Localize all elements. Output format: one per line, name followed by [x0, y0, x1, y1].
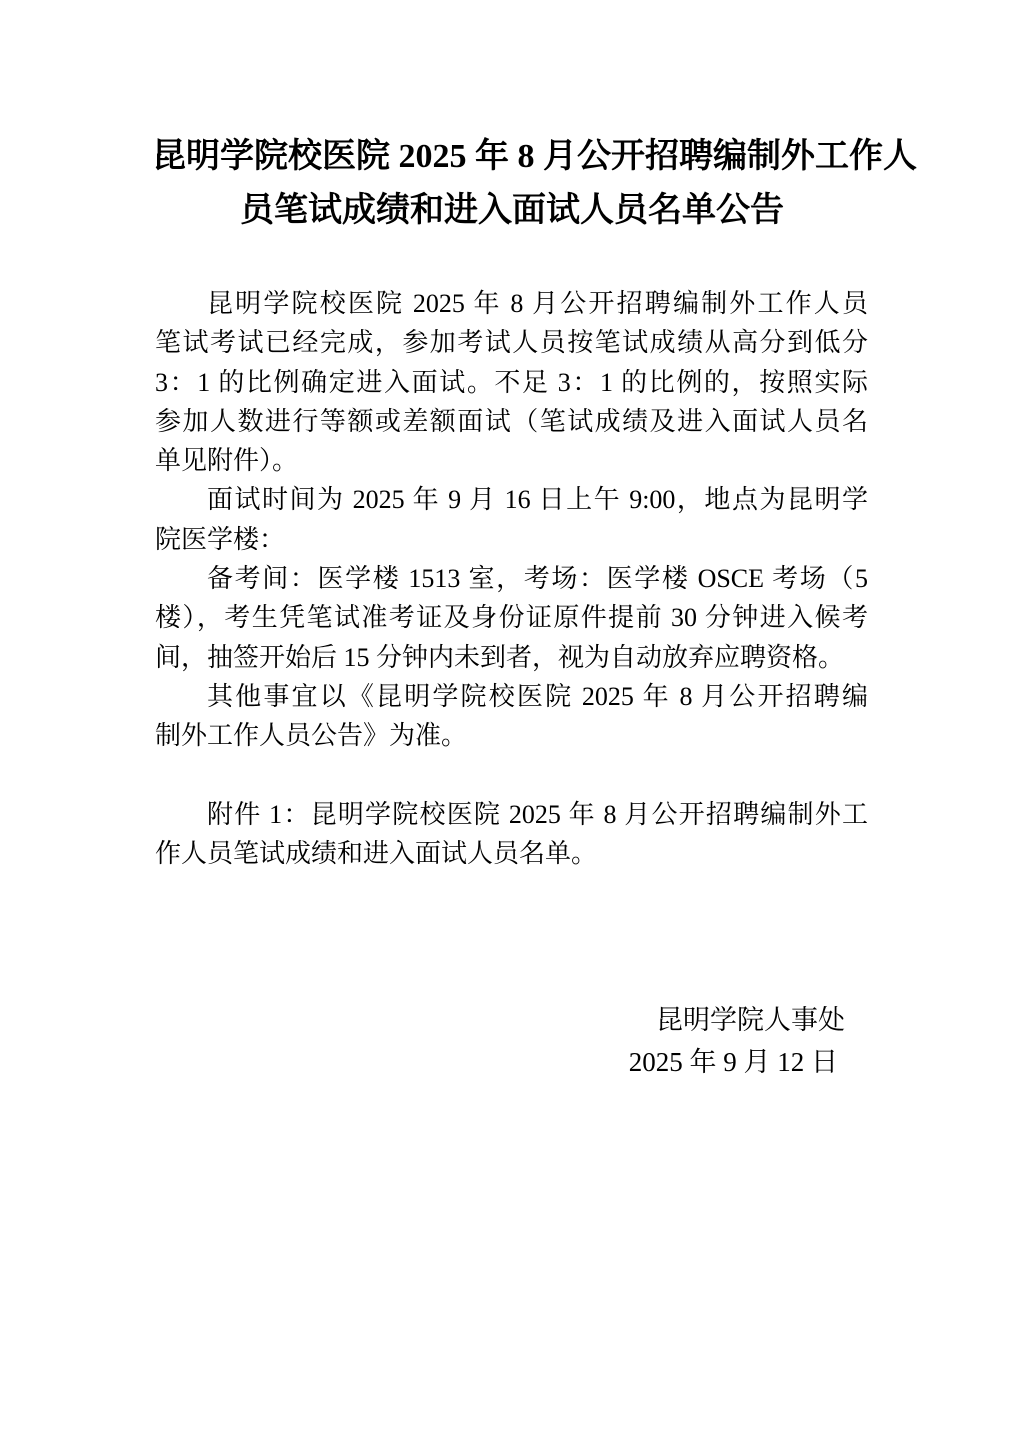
paragraph-5: [155, 795, 868, 874]
paragraph-line: 院医学楼：: [155, 524, 286, 554]
paragraph-line: 备考间：医学楼 1513 室，考场：医学楼 OSCE 考场（5: [207, 564, 868, 594]
paragraph-line: 其他事宜以《昆明学院校医院 2025 年 8 月公开招聘编: [207, 681, 868, 711]
paragraph-line: 间，抽签开始后 15 分钟内未到者，视为自动放弃应聘资格。: [155, 642, 845, 672]
paragraph-line: 昆明学院校医院 2025 年 8 月公开招聘编制外工作人员: [207, 289, 868, 318]
paragraph-2: [155, 480, 868, 559]
paragraph-line: 参加人数进行等额或差额面试（笔试成绩及进入面试人员名: [155, 406, 868, 436]
paragraph-3: [155, 559, 868, 677]
signature-block: [155, 999, 868, 1083]
paragraph-line: 3：1 的比例确定进入面试。不足 3：1 的比例的，按照实际: [155, 367, 868, 397]
paragraph-line: 面试时间为 2025 年 9 月 16 日上午 9:00，地点为昆明学: [207, 485, 868, 515]
paragraph-line: 制外工作人员公告》为准。: [155, 721, 468, 751]
document-body: [155, 284, 868, 873]
signature-date: 2025 年 9 月 12 日: [628, 1047, 838, 1078]
paragraph-line: 作人员笔试成绩和进入面试人员名单。: [155, 838, 598, 868]
paragraph-line: 楼），考生凭笔试准考证及身份证原件提前 30 分钟进入候考: [155, 603, 868, 633]
paragraph-1: [155, 284, 868, 480]
paragraph-4: [155, 677, 868, 756]
signature-org: 昆明学院人事处: [656, 1005, 845, 1036]
title-line-1: 昆明学院校医院 2025 年 8 月公开招聘编制外工作人: [152, 138, 917, 175]
paragraph-line: 笔试考试已经完成，参加考试人员按笔试成绩从高分到低分: [155, 328, 868, 358]
paragraph-line: 附件 1：昆明学院校医院 2025 年 8 月公开招聘编制外工: [207, 799, 868, 829]
title-line-2: 员笔试成绩和进入面试人员名单公告: [240, 192, 784, 229]
document-title: [152, 130, 917, 238]
paragraph-line: 单见附件）。: [155, 446, 299, 476]
